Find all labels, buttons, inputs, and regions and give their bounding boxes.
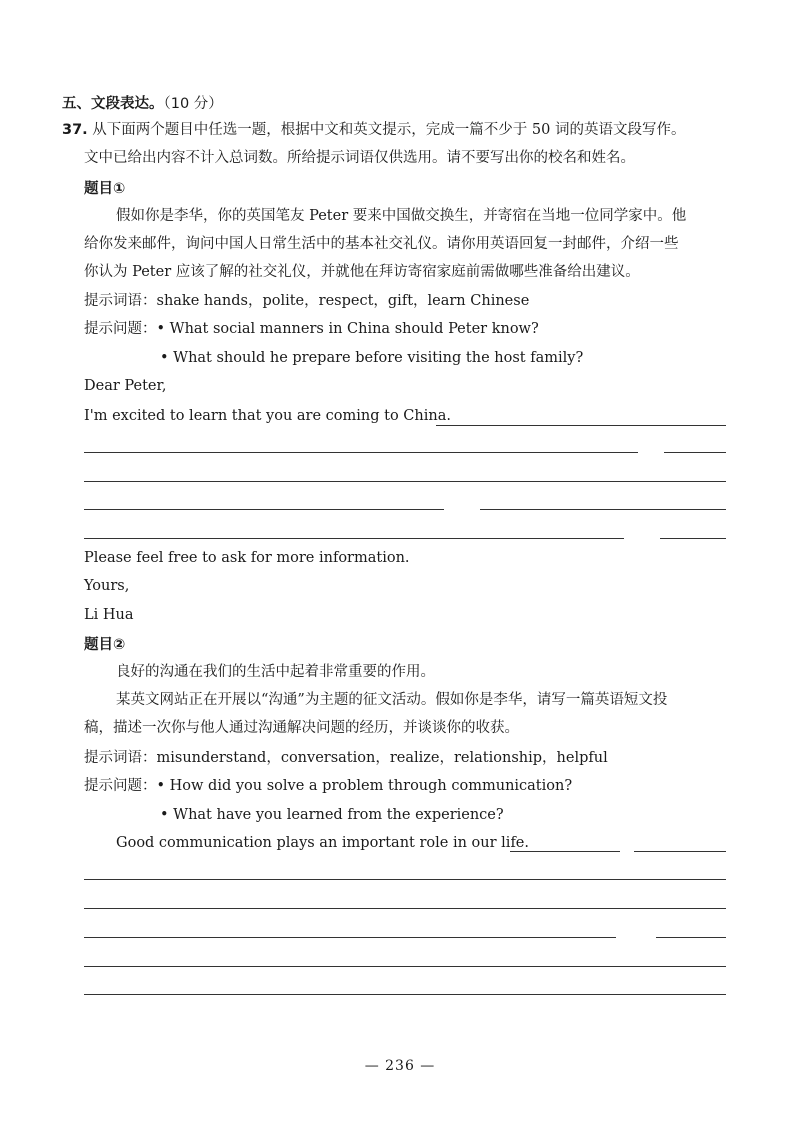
- writing-line[interactable]: [480, 509, 726, 510]
- topic-2-paragraph-2-line-2: 稿，描述一次你与他人通过沟通解决问题的经历，并谈谈你的收获。: [84, 720, 519, 736]
- topic-2-paragraph-2-line-1: 某英文网站正在开展以“沟通”为主题的征文活动。假如你是李华，请写一篇英语短文投: [116, 692, 668, 708]
- instruction-line-1: 从下面两个题目中任选一题，根据中文和英文提示，完成一篇不少于 50 词的英语文段写作。: [92, 122, 686, 138]
- writing-line[interactable]: [84, 452, 638, 453]
- writing-line[interactable]: [664, 452, 726, 453]
- writing-line[interactable]: [84, 994, 726, 995]
- topic-2-question-1: • How did you solve a problem through communication?: [156, 778, 573, 794]
- section-score: （10 分）: [163, 96, 223, 112]
- topic-1-hint-questions: [84, 319, 539, 339]
- writing-line[interactable]: [634, 851, 726, 852]
- writing-line[interactable]: [436, 425, 726, 426]
- writing-line[interactable]: [656, 937, 726, 938]
- writing-line[interactable]: [84, 509, 444, 510]
- topic-2-hint-words: 提示词语：misunderstand，conversation，realize，relationship，helpful: [84, 750, 608, 766]
- topic-1-label: 题目①: [84, 181, 126, 197]
- section-title: 五、文段表达。: [62, 96, 164, 112]
- writing-line[interactable]: [84, 937, 616, 938]
- topic-1-question-2: • What should he prepare before visiting the host family?: [160, 350, 584, 366]
- topic-2-label: 题目②: [84, 637, 126, 653]
- writing-line[interactable]: [660, 538, 726, 539]
- writing-line[interactable]: [84, 879, 726, 880]
- writing-line[interactable]: [84, 538, 624, 539]
- page-number: — 236 —: [364, 1058, 436, 1074]
- hint-questions-label: 提示问题：: [84, 778, 157, 794]
- letter-opening: I'm excited to learn that you are coming to China.: [84, 408, 451, 424]
- writing-line[interactable]: [84, 908, 726, 909]
- section-heading: [62, 92, 223, 113]
- topic-1-hint-words: 提示词语：shake hands，polite，respect，gift，learn Chinese: [84, 293, 530, 309]
- topic-1-paragraph-line-3: 你认为 Peter 应该了解的社交礼仪，并就他在拜访寄宿家庭前需做哪些准备给出建议。: [84, 264, 640, 280]
- topic-2-question-2: • What have you learned from the experience?: [160, 807, 504, 823]
- hint-questions-label: 提示问题：: [84, 321, 157, 337]
- writing-line[interactable]: [510, 851, 620, 852]
- writing-line[interactable]: [84, 481, 726, 482]
- question-instruction: [62, 120, 685, 140]
- letter-name: Li Hua: [84, 607, 134, 623]
- writing-line[interactable]: [84, 966, 726, 967]
- letter-closing: Please feel free to ask for more information.: [84, 550, 410, 566]
- topic-1-question-1: • What social manners in China should Peter know?: [156, 321, 539, 337]
- question-number: 37.: [62, 122, 88, 138]
- essay-opening: Good communication plays an important role in our life.: [116, 835, 529, 851]
- topic-1-paragraph-line-2: 给你发来邮件，询问中国人日常生活中的基本社交礼仪。请你用英语回复一封邮件，介绍一些: [84, 236, 679, 252]
- letter-greeting: Dear Peter,: [84, 378, 167, 394]
- topic-1-paragraph-line-1: 假如你是李华，你的英国笔友 Peter 要来中国做交换生，并寄宿在当地一位同学家中。他: [116, 208, 687, 224]
- instruction-line-2: 文中已给出内容不计入总词数。所给提示词语仅供选用。请不要写出你的校名和姓名。: [84, 150, 635, 166]
- letter-signoff: Yours,: [84, 578, 130, 594]
- topic-2-hint-questions: [84, 776, 572, 796]
- topic-2-paragraph-1: 良好的沟通在我们的生活中起着非常重要的作用。: [116, 664, 435, 680]
